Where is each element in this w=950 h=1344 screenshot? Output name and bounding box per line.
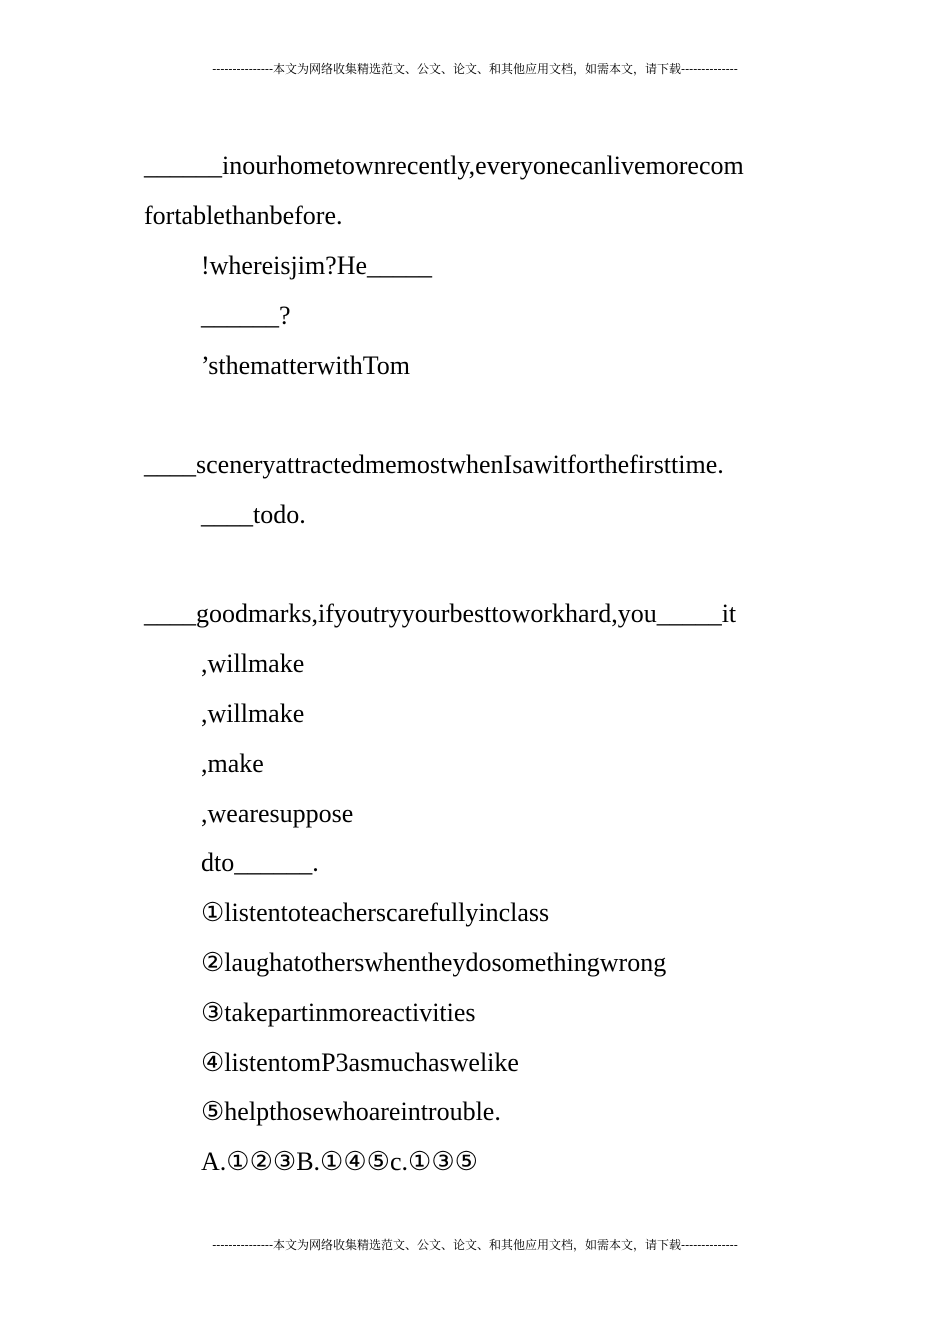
text-line: ______? [201,301,291,330]
text-line: ____sceneryattractedmemostwhenIsawitforthefirsttime. [144,450,724,479]
text-line: ,willmake [201,699,305,728]
option-line: ④listentomP3asmuchaswelike [201,1048,519,1077]
answer-choices: A.①②③B.①④⑤c.①③⑤ [201,1147,478,1176]
text-line: ,wearesuppose [201,799,354,828]
option-line: ②laughatotherswhentheydosomethingwrong [201,948,667,977]
header-banner: ---------------本文为网络收集精选范文、公文、论文、和其他应用文档，如需本文，请下载-------------- [212,62,738,76]
footer-banner: ---------------本文为网络收集精选范文、公文、论文、和其他应用文档，如需本文，请下载-------------- [212,1238,738,1252]
text-line: ,make [201,749,264,778]
text-line: ,willmake [201,649,305,678]
text-line: fortablethanbefore. [144,201,343,230]
text-line: ’sthematterwithTom [201,351,411,380]
option-line: ③takepartinmoreactivities [201,998,476,1027]
option-line: ①listentoteacherscarefullyinclass [201,898,550,927]
text-line: !whereisjim?He_____ [201,251,433,280]
text-line: ______inourhometownrecently,everyonecanlivemorecom [144,151,744,180]
text-line: ____goodmarks,ifyoutryyourbesttoworkhard,you_____it [144,599,737,628]
text-line: ____todo. [201,500,306,529]
option-line: ⑤helpthosewhoareintrouble. [201,1097,501,1126]
text-line: dto______. [201,848,319,877]
